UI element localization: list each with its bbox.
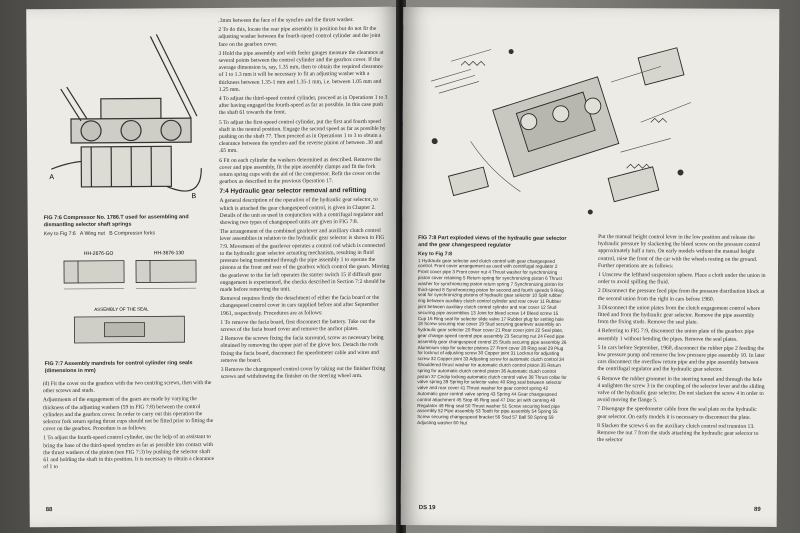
fig77-label-3: ASSEMBLY OF THE SEAL bbox=[94, 306, 149, 312]
section-para-5: 2 Remove the screws fixing the facia surround, screw as necessary being obtained by removing the upper part of the glove box. Detach the rods fixing the facia board, disconnect the speedometer cable and wires and remove the board. bbox=[220, 334, 384, 364]
fig76-key-a: A Wing nut bbox=[79, 230, 105, 238]
section-para-1: A general description of the operation of the hydraulic gear selector, to which is attached the gear changespeed control, is given in Chapter 2. Details of the unit as used in conjunction with a centrifugal regulator and showing two types of changespeed units are given in FIG 7:8. bbox=[219, 197, 384, 227]
fig76-caption: FIG 7:6 Compressor No. 1786.T used for assembling and dismantling selector shaft springs bbox=[43, 214, 189, 228]
fig76-caption-block bbox=[44, 214, 212, 238]
right-page bbox=[401, 7, 780, 527]
fig77-caption: FIG 7:7 Assembly mandrels for control cylinder ring seals (dimensions in mm) bbox=[44, 360, 193, 374]
fig76-label-b: B bbox=[191, 193, 197, 201]
section-para-2: The arrangement of the combined gearlever and auxiliary clutch control lever assemblies in relation to the hydraulic gear selector is shown in FIG 7:9. Movement of the gearlever operates a control rod which is connected to the hydraulic gear selector actuating mechanism, resulting in fluid pressure being transmitted through the pipe assembly 1 to operate the pistons at the front and rear of the gearbox which control the gears. Moving the gearlever to the far left operates the starter switch 15 if difficult gear engagement is experienced, the checks described in Section 7:2 should be made before removing the unit. bbox=[219, 228, 390, 293]
fig76-key-title: Key to Fig 7:6 bbox=[43, 231, 76, 238]
step-text-0: .3mm between the face of the synchro and the thrust washer. bbox=[218, 17, 354, 24]
left-right-column bbox=[218, 17, 391, 384]
right-page-number: 89 bbox=[754, 506, 761, 513]
right-para-2: 1 Unscrew the lefthand suspension sphere. Place a cloth under the union in order to avoid spilling the fluid. bbox=[597, 272, 766, 286]
step-text-4: 4 To adjust the third-speed control cylinder, proceed as in Operations 1 to 3 after having engaged the fourth-speed as far as possible. In this case push the shaft 61 towards the front. bbox=[218, 94, 388, 117]
fig78-key-title: Key to Fig 7:8 bbox=[418, 251, 453, 258]
lower-para-1: (d) Fit the cover on the gearbox with the two centring screws, then with the other screws and studs. bbox=[42, 380, 212, 395]
right-para-8: 7 Disengage the speedometer cable from the seal plate on the hydraulic gear selector. On early models it is necessary to disconnect the plate. bbox=[597, 406, 757, 421]
fig78-exploded-view bbox=[410, 21, 707, 233]
right-para-7: 6 Remove the rubber grommet in the steering tunnel and through the hole 4 unlighten the screw 3 in the coupling of the selector lever and the sliding valve of the hydraulic gear selector. Do not slacken the screw 4 in order to avoid moving the flange 5. bbox=[597, 375, 765, 404]
lower-para-3: 1 To adjust the fourth-speed control cylinder, use the help of an assistant to bring the base of the third-speed synchro as far as possible into contact with the thrust washers of the pinion (see FIG 7:3) by pushing the selector shaft 61 and holding the shaft in this position. It is necessary to obtain a clearance of 1 to bbox=[43, 434, 215, 471]
fig78-caption-block bbox=[417, 235, 568, 426]
left-page-number: 88 bbox=[45, 507, 53, 514]
section-heading: 7:4 Hydraulic gear selector removal and refitting bbox=[219, 187, 367, 196]
step-text-3: 3 Hold the pipe assembly and with feeler gauges measure the clearance at several points between the control cylinder and the gearbox cover. If the average dimension is, say, 1.35 mm, then to obtain the required clearance of 1 to 1.3 mm it will be necessary to fit an adjusting washer with a thickness between 1.35-1 mm and 1.35-1 mm, i.e. between 1.05 mm and 1.25 mm. bbox=[218, 49, 384, 93]
fig77-mandrel-drawing bbox=[44, 246, 213, 357]
fig78-caption: FIG 7:8 Part exploded views of the hydraulic gear selector and the gear changespeed regulator bbox=[418, 235, 567, 249]
right-para-5: 4 Referring to FIG 7:9, disconnect the union plate of the gearbox pipe assembly 1 without bending the pipes. Remove the seal plates. bbox=[597, 328, 755, 343]
lower-para-2: Adjustments of the engagement of the gears are made by varying the thickness of the adjusting washers (59 in FIG 7:8) between the control cylinders and the gearbox cover. In order to carry out this operation the selector fork return spring thrust cups should not be fitted prior to fitting the cover on the gearbox. Procedure is as follows: bbox=[42, 396, 214, 433]
right-para-9: 8 Slacken the screws 6 on the auxiliary clutch control rod trunnion 13. Remove the nut 7 from the studs attaching the hydraulic gear selector to the selector bbox=[597, 422, 759, 444]
step-text-2: 2 To do this, locate the rear pipe assembly in position but do not fit the adjusting washer between the fourth-speed control cylinder and the joint face on the gearbox cover. bbox=[218, 26, 381, 48]
fig77-label-2: HH-3676-130 bbox=[153, 250, 184, 257]
right-para-6: 5 In cars before September, 1960, disconnect the rubber pipe 2 feeding the low pressure pump and remove the low pressure pipe assembly 10. In later cars disconnect the overflow return pipe and the pipe assembly between the centrifugal regulator and the hydraulic gear selector. bbox=[597, 344, 765, 374]
section-para-4: 1 To remove the facia board, first disconnect the battery. Take out the screws of the facia board cover and remove the anchor plates. bbox=[220, 318, 376, 333]
right-footer-code: DS 19 bbox=[418, 505, 436, 512]
left-lower-text bbox=[43, 380, 216, 474]
fig76-label-a: A bbox=[49, 174, 55, 182]
right-para-4: 3 Disconnect the union plates from the clutch engagement control where fitted and from the hydraulic gear selector. Remove the pipe assembly from the fixing studs. Remove the seal plate. bbox=[597, 304, 761, 326]
fig77-caption-block bbox=[45, 360, 213, 374]
fig76-key-b: B Compressor forks bbox=[109, 230, 156, 237]
right-para-3: 2 Disconnect the pressure feed pipe from the pressure distribution block at the second union from the right in cars before 1960. bbox=[597, 288, 765, 303]
fig76-compressor-drawing bbox=[40, 28, 211, 213]
step-text-5: 5 To adjust the first-speed control cylinder, put the first and fourth speed shaft in the neutral position. Engage the second speed as far as possible by pushing on the shaft 77. Then proceed as in Operations 1 to 3 to obtain a clearance between the synchro and the reverse pinion of between .30 and .65 mm. bbox=[218, 118, 386, 155]
fig78-key-text: 1 Hydraulic gear selector and clutch control with gear changespeed control. Front cover arrangement as used with centrifugal regulator 2 Front cover pipe 3 Front cover nut 4 Thrust washer for synchronizing piston cover retaining 5 Return spring for synchronizing piston 6 Thrust washer for synchronizing piston return spring 7 Synchronizing piston for third-speed 8 Synchronizing piston for second and fourth speeds 9 Ring seal for synchronizing pistons of hydraulic gear selector 10 Split rubber ring between auxiliary clutch control cylinder and rear cover 11 Rubber joint between auxiliary clutch control cylinder and rear cover 12 Stud securing pipe assemblies 13 Joint for bleed screw 14 Bleed screw 15 Cup 16 Ring seal for selector slide valve 17 Rubber plug for setting hole 18 Screw securing rear cover 19 Stud securing gearlever assembly on hydraulic gear selector 20 Rear cover 21 Rear cover joint 22 Seal plate, gear change-speed control pipe assembly 23 Securing nut 24 Feed pipe assembly gear changespeed control 25 Studs securing pipe assembly 26 Aluminium stop for selector pistons 27 Front cover 28 Ring seal 29 Plug for locknut of adjusting screw 30 Copper joint 31 Locknut for adjusting screw 32 Copper joint 33 Adjusting screw for automatic clutch control 34 Shouldered thrust washer for automatic clutch control piston 35 Return spring for automatic clutch control piston 36 Automatic clutch control piston 37 Circlip locking automatic clutch control valve 38 Thrust collar for valve spring 39 Spring for selector valve 40 Ring seal between selector valve and rear cover 41 Thrust washer for gear control spring 42 Automatic gear control valve spring 43 Spring 44 Gear changespeed control attachment 45 Stop 46 Ring seal 47 Disc jet with centring 48 Regulator 49 Ring seal 50 Thrust washer 51 Screw securing feed pipe assembly 52 Pipe assembly 53 Tooth for pipe assembly 54 Spring 55 Screw securing changespeed bracket 56 Stud 57 Ball 58 Spring 59 Adjusting washer 60 Nut bbox=[417, 257, 567, 426]
right-para-1: Put the manual height control lever in the low position and release the hydraulic pressure by slackening the bleed screw on the pressure control approximately half a turn. On early models without the manual height control, raise the front of the car with the wheels resting on the ground. Further operations are as follows: bbox=[597, 234, 761, 270]
left-page bbox=[26, 7, 402, 528]
fig77-label-1: HH-2676-GO bbox=[83, 250, 114, 257]
section-para-3: Removal requires firstly the detachment of either the facia board or the changespeed control cover in cars supplied before and after September 1961, respectively. Procedures are as follows: bbox=[220, 294, 380, 317]
section-para-6: 3 Remove the changespeed control cover by taking out the finisher fixing screws and withdrawing the finisher on the steering wheel arm. bbox=[220, 365, 386, 381]
right-column-text bbox=[597, 234, 766, 447]
step-text-6: 6 Fit on each cylinder the washers determined as described. Remove the cover and pipe assembly, fit the pipe assembly clamps and fit the fork return spring cups with the aid of the compressor. Refit the cover on the gearbox as described in the previous Operation 17. bbox=[219, 156, 381, 186]
